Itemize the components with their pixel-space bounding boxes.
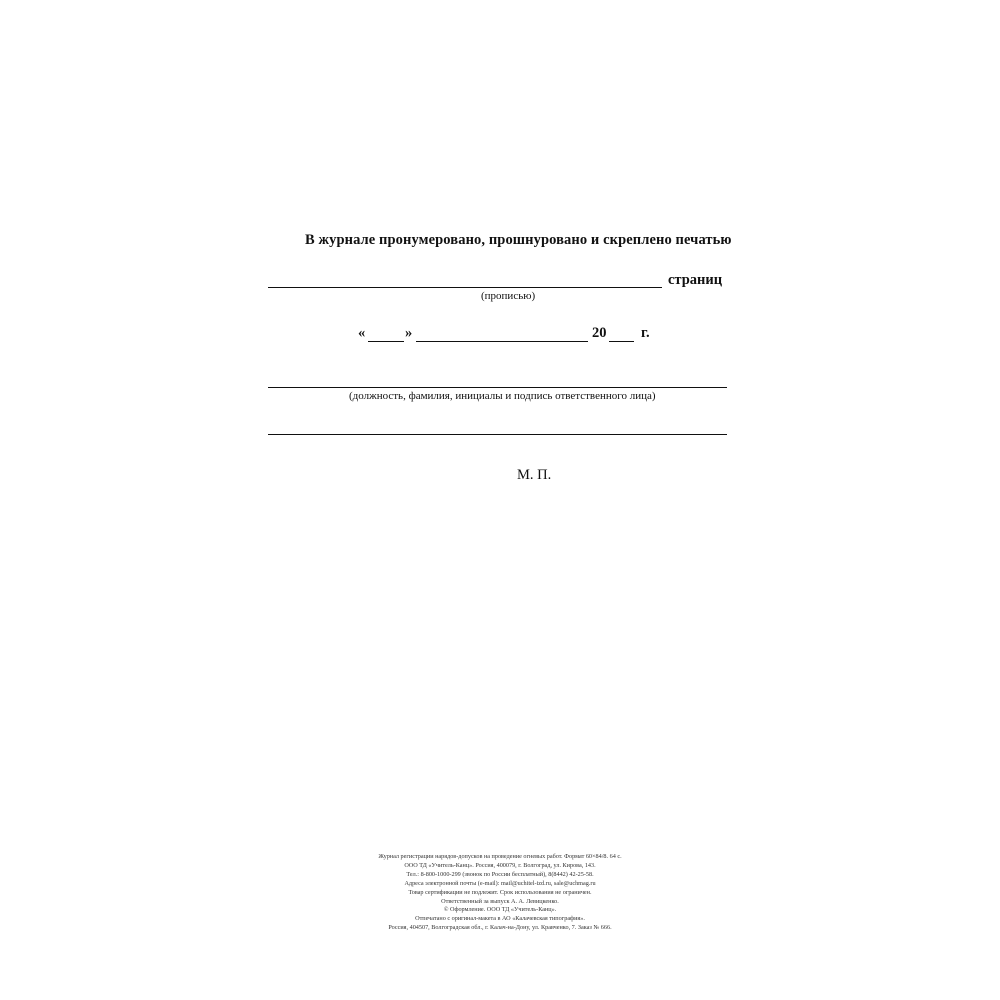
imprint-line: Товар сертификации не подлежит. Срок использования не ограничен. bbox=[408, 888, 592, 896]
certification-heading: В журнале пронумеровано, прошнуровано и скреплено печатью bbox=[305, 232, 732, 248]
responsible-person-blank-line bbox=[268, 387, 727, 388]
pages-word-label: страниц bbox=[668, 272, 723, 288]
page-count-blank-line bbox=[268, 287, 662, 288]
imprint-line: © Оформление. ООО ТД «Учитель-Канц». bbox=[443, 906, 557, 914]
date-open-quote: « bbox=[358, 325, 366, 341]
imprint-line: Ответственный за выпуск А. А. Левицкенко. bbox=[441, 897, 559, 905]
additional-blank-line bbox=[268, 434, 727, 435]
imprint-line: Россия, 404507, Волгоградская обл., г. Калач-на-Дону, ул. Кравченко, 7. Заказ № 666. bbox=[388, 924, 612, 932]
imprint-line: Тел.: 8-800-1000-299 (звонок по России бесплатный), 8(8442) 42-25-58. bbox=[406, 870, 594, 878]
day-blank-line bbox=[368, 341, 404, 342]
imprint-line: Отпечатано с оригинал-макета в АО «Калачевская типография». bbox=[415, 915, 585, 923]
imprint-line: Журнал регистрации нарядов-допусков на проведение огневых работ. Формат 60×84/8. 64 с. bbox=[378, 853, 622, 860]
year-suffix: г. bbox=[641, 325, 650, 341]
month-blank-line bbox=[416, 341, 588, 342]
stamp-place-label: М. П. bbox=[517, 467, 552, 483]
page-count-hint: (прописью) bbox=[481, 290, 536, 302]
publisher-imprint bbox=[300, 853, 700, 933]
date-close-quote: » bbox=[405, 325, 413, 341]
imprint-line: ООО ТД «Учитель-Канц». Россия, 400079, г. Волгоград, ул. Кирова, 143. bbox=[404, 861, 596, 869]
year-blank-line bbox=[609, 341, 634, 342]
signature-hint: (должность, фамилия, инициалы и подпись ответственного лица) bbox=[349, 390, 656, 402]
imprint-line: Адреса электронной почты (e-mail): mail@uchitel-izd.ru, sale@uchmag.ru bbox=[404, 879, 596, 887]
year-prefix: 20 bbox=[592, 325, 607, 341]
